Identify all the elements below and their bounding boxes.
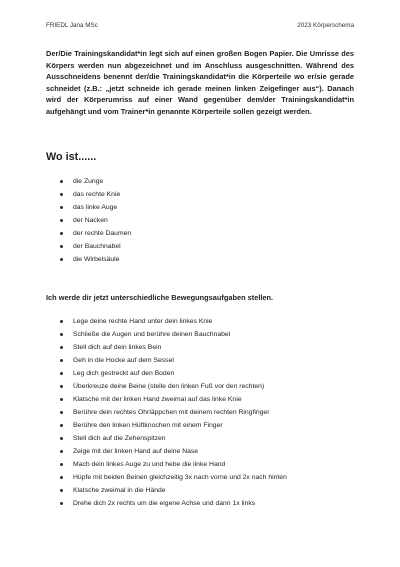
list-item: Leg dich gestreckt auf den Boden — [60, 367, 287, 380]
list-item: Stell dich auf dein linkes Bein — [60, 341, 287, 354]
list-item: Überkreuze deine Beine (stelle den linken Fuß vor den rechten) — [60, 380, 287, 393]
list-item: Drehe dich 2x rechts um die eigene Achse und dann 1x links — [60, 497, 287, 510]
list-item: Lege deine rechte Hand unter dein linkes Knie — [60, 315, 287, 328]
list-item: Berühre den linken Hüftknochen mit einem Finger — [60, 419, 287, 432]
intro-paragraph: Der/Die Trainingskandidat*in legt sich auf einen großen Bogen Papier. Die Umrisse des Körpers werden nun abgezeichnet und im Anschluss ausgeschnitten. Während des Ausschneidens benennt der/die Trainingskandidat*in die Körperteile wo er/sie gerade schneidet (z.B.: „jetzt schneide ich gerade meinen linken Zeigefinger aus“). Danach wird der Körperumriss auf einer Wand gegenüber dem/der Trainingskandidat*in aufgehängt und vom Trainer*in genannte Körperteile sollen gezeigt werden. — [46, 49, 354, 116]
list-item: Hüpfe mit beiden Beinen gleichzeitig 3x nach vorne und 2x nach hinten — [60, 471, 287, 484]
header-doc-title: 2023 Körperschema — [297, 22, 354, 29]
list-item: Zeige mit der linken Hand auf deine Nase — [60, 445, 287, 458]
section-heading-wo-ist: Wo ist...... — [46, 151, 97, 163]
list-item: Klatsche zweimal in die Hände — [60, 484, 287, 497]
section-heading-movement-tasks: Ich werde dir jetzt unterschiedliche Bewegungsaufgaben stellen. — [46, 293, 274, 302]
list-item: der rechte Daumen — [60, 227, 131, 240]
header-author: FRIEDL Jana MSc — [46, 22, 98, 29]
list-item: Geh in die Hocke auf dem Sessel — [60, 354, 287, 367]
list-item: Klatsche mit der linken Hand zweimal auf das linke Knie — [60, 393, 287, 406]
list-item: die Wirbelsäule — [60, 253, 131, 266]
list-item: Berühre dein rechtes Ohrläppchen mit deinem rechten Ringfinger — [60, 406, 287, 419]
list-item: die Zunge — [60, 175, 131, 188]
page-header — [46, 22, 354, 32]
movement-tasks-list — [60, 315, 287, 510]
list-item: der Bauchnabel — [60, 240, 131, 253]
list-item: der Nacken — [60, 214, 131, 227]
list-item: Stell dich auf die Zehenspitzen — [60, 432, 287, 445]
list-item: Schließe die Augen und berühre deinen Bauchnabel — [60, 328, 287, 341]
list-item: das linke Auge — [60, 201, 131, 214]
list-item: Mach dein linkes Auge zu und hebe die linke Hand — [60, 458, 287, 471]
list-item: das rechte Knie — [60, 188, 131, 201]
body-parts-list — [60, 175, 131, 266]
